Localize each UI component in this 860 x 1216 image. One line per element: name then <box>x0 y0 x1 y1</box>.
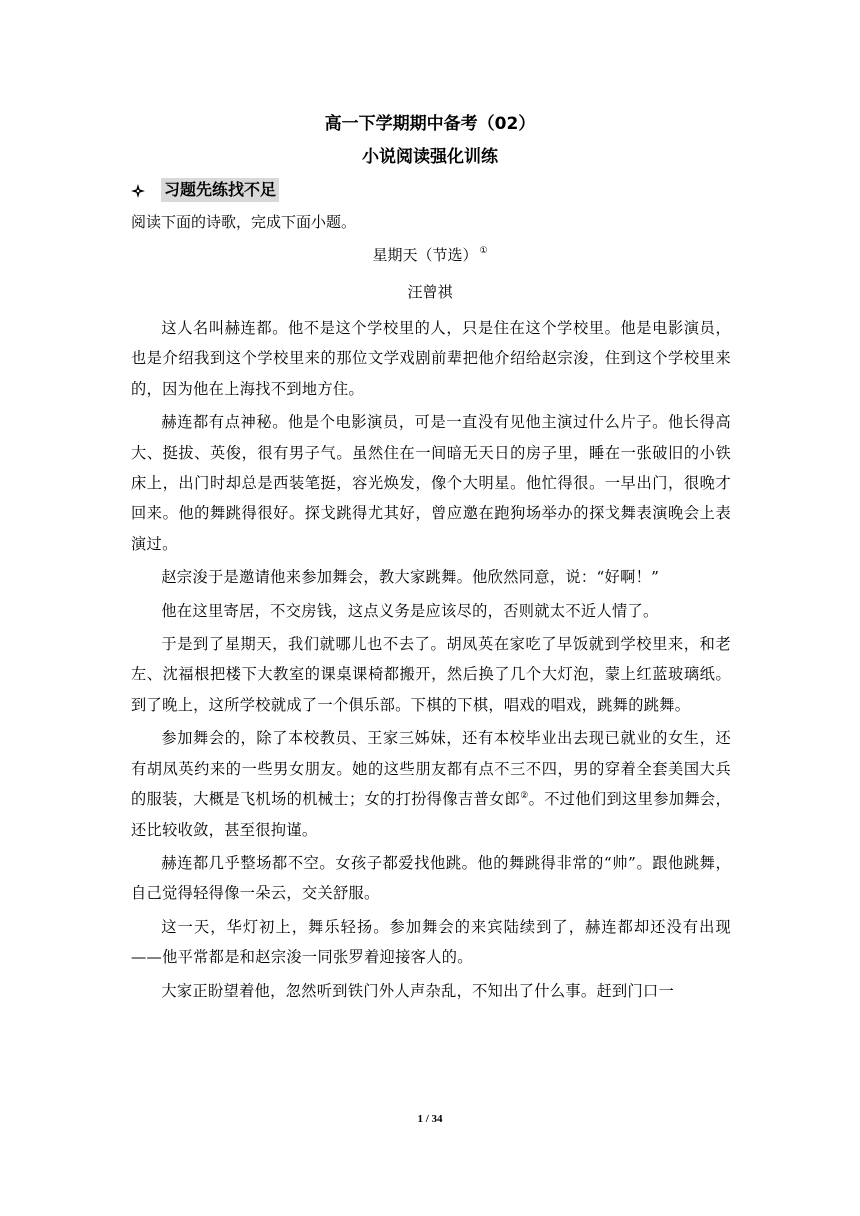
paragraph: 这人名叫赫连都。他不是这个学校里的人，只是住在这个学校里。他是电影演员，也是介绍我到这个学校里来的那位文学戏剧前辈把他介绍给赵宗浚，住到这个学校里来的，因为他在上海找不到地方住。 <box>131 319 731 398</box>
paragraph: 赵宗浚于是邀请他来参加舞会，教大家跳舞。他欣然同意，说：“好啊！” <box>161 568 660 587</box>
document-title: 高一下学期期中备考（02） <box>324 114 536 134</box>
paragraph-text: 。不过他们到这里参加舞会，还比较收敛，甚至很拘谨。 <box>131 790 732 839</box>
paragraph: 这一天，华灯初上，舞乐轻扬。参加舞会的来宾陆续到了，赫连都却还没有出现——他平常都是和赵宗浚一同张罗着迎接客人的。 <box>131 917 731 967</box>
section-heading-label: 习题先练找不足 <box>161 178 279 202</box>
paragraph: 于是到了星期天，我们就哪儿也不去了。胡凤英在家吃了早饭就到学校里来，和老左、沈福根把楼下大教室的课桌课椅都搬开，然后换了几个大灯泡，蒙上红蓝玻璃纸。到了晚上，这所学校就成了一个俱乐部。下棋的下棋，唱戏的唱戏，跳舞的跳舞。 <box>131 635 731 714</box>
footnote-marker: ① <box>479 246 488 256</box>
paragraph-text: 参加舞会的，除了本校教员、王家三姊妹，还有本校毕业出去现已就业的女生，还有胡凤英约来的一些男女朋友。她的这些朋友都有点不三不四，男的穿着全套美国大兵的服装，大概是飞机场的机械士；女的打扮得像吉普女郎 <box>131 729 731 809</box>
paragraph: 赫连都几乎整场都不空。女孩子都爱找他跳。他的舞跳得非常的“帅”。跟他跳舞，自己觉得轻得像一朵云，交关舒服。 <box>131 853 731 903</box>
footnote-marker: ② <box>520 791 529 802</box>
paragraph: 赫连都有点神秘。他是个电影演员，可是一直没有见他主演过什么片子。他长得高大、挺拔、英俊，很有男子气。虽然住在一间暗无天日的房子里，睡在一张破旧的小铁床上，出门时却总是西装笔挺，容光焕发，像个大明星。他忙得很。一早出门，很晚才回来。他的舞跳得很好。探戈跳得尤其好，曾应邀在跑狗场举办的探戈舞表演晚会上表演过。 <box>131 413 731 553</box>
paragraph <box>131 723 731 845</box>
diamond-star-icon <box>131 183 145 197</box>
passage-body <box>131 313 731 1009</box>
passage-title <box>0 243 860 267</box>
passage-title-text: 星期天（节选） <box>372 246 478 264</box>
passage-author: 汪曾祺 <box>407 283 453 301</box>
paragraph: 他在这里寄居，不交房钱，这点义务是应该尽的，否则就太不近人情了。 <box>161 601 659 620</box>
instruction-text: 阅读下面的诗歌，完成下面小题。 <box>131 213 357 231</box>
document-subtitle: 小说阅读强化训练 <box>362 147 498 167</box>
section-heading <box>131 177 279 203</box>
page-number: 1 / 34 <box>417 1113 443 1125</box>
paragraph: 大家正盼望着他，忽然听到铁门外人声杂乱，不知出了什么事。赶到门口一 <box>161 981 675 1000</box>
